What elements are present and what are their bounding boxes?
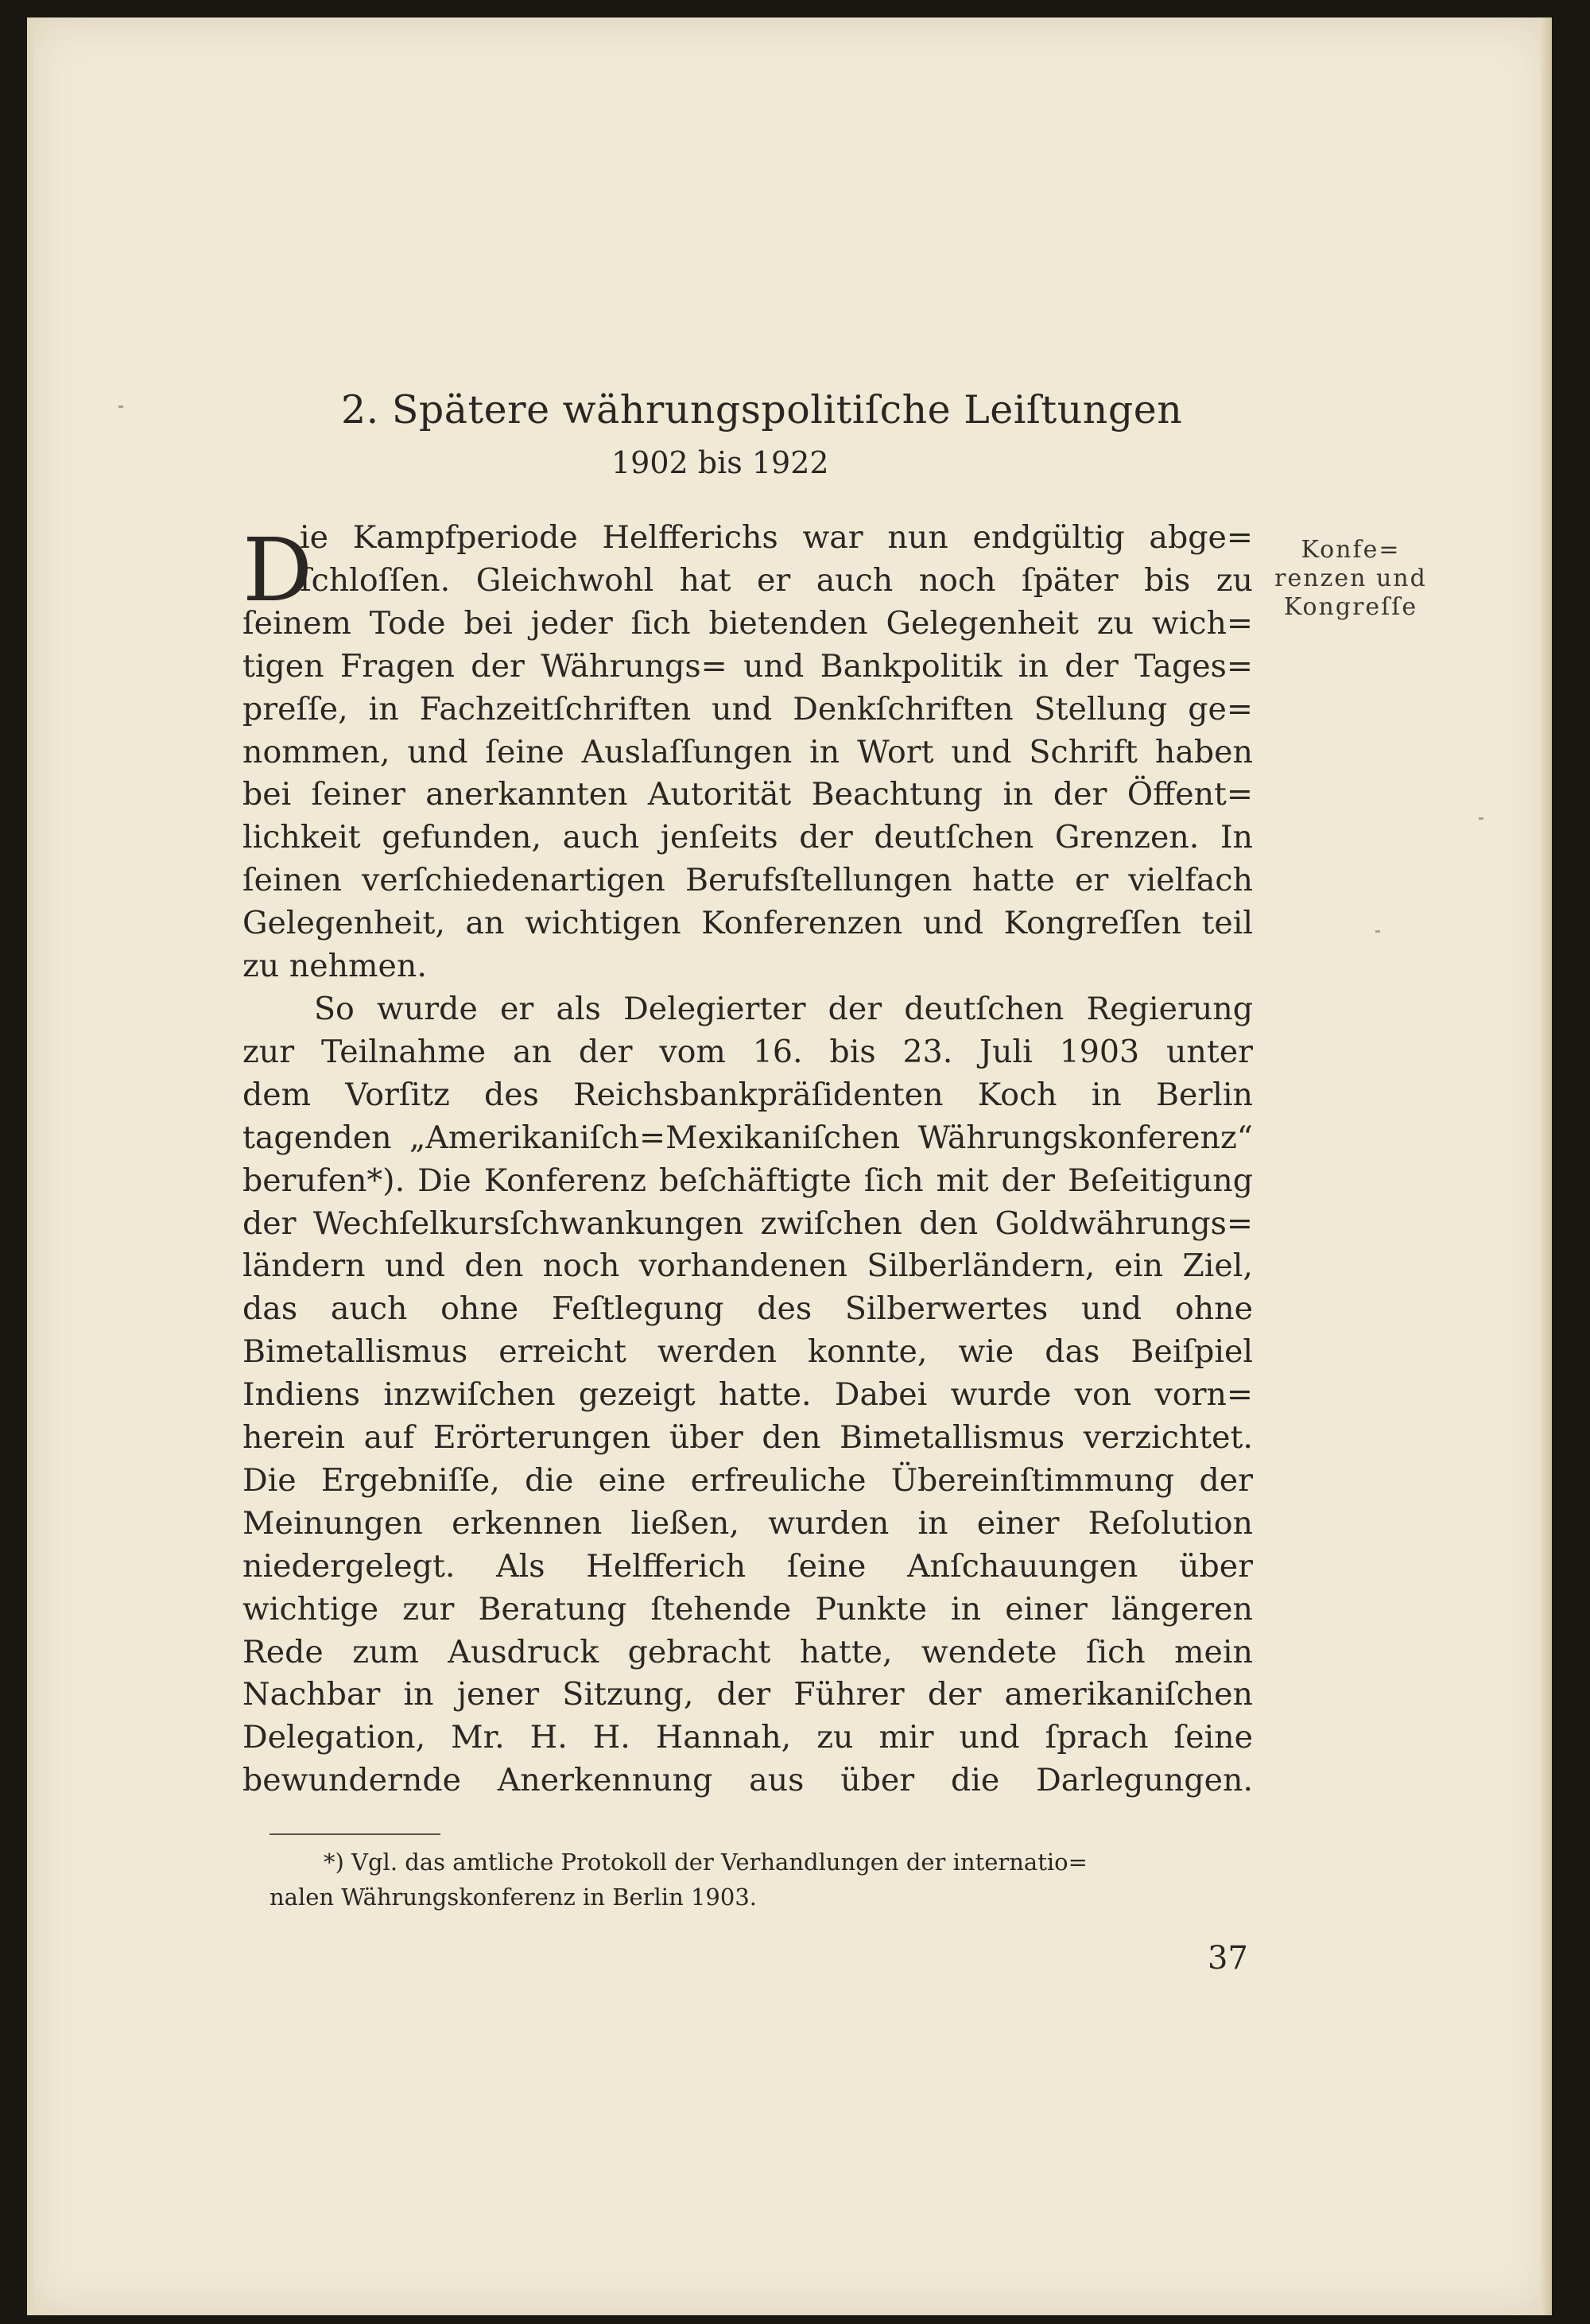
text-line: lichkeit gefunden, auch jenſeits der deutſchen Grenzen. In: [242, 819, 1253, 856]
paper-speck: [1375, 930, 1380, 933]
margin-note: [1263, 536, 1438, 622]
text-line: ländern und den noch vorhandenen Silberländern, ein Ziel,: [242, 1247, 1253, 1285]
text-line: ie Kampfperiode Helfferichs war nun endgültig abge=: [300, 519, 1253, 556]
footnote-rule: [270, 1833, 440, 1835]
text-line: So wurde er als Delegierter der deutſchen Regierung: [314, 990, 1253, 1027]
text-line: Die Ergebniſſe, die eine erfreuliche Übereinſtimmung der: [242, 1461, 1253, 1499]
text-line: Rede zum Ausdruck gebracht hatte, wendete ſich mein: [242, 1633, 1253, 1670]
text-line: bewundernde Anerkennung aus über die Darlegungen.: [242, 1762, 1253, 1799]
text-line: dem Vorſitz des Reichsbankpräſidenten Koch in Berlin: [242, 1076, 1253, 1113]
margin-note-line: Kongreſſe: [1283, 593, 1418, 621]
text-line: ſeinen verſchiedenartigen Berufsſtellungen hatte er vielfach: [242, 862, 1253, 899]
paper-speck: [1479, 817, 1483, 820]
text-line: wichtige zur Beratung ſtehende Punkte in einer längeren: [242, 1590, 1253, 1628]
text-line: ſchloſſen. Gleichwohl hat er auch noch ſpäter bis zu: [300, 561, 1253, 599]
text-line: preſſe, in Fachzeitſchriften und Denkſchriften Stellung ge=: [242, 690, 1253, 727]
margin-note-line: renzen und: [1274, 565, 1427, 592]
paper-speck: [118, 405, 123, 408]
footnote: [270, 1845, 1271, 1915]
text-line: herein auf Erörterungen über den Bimetallismus verzichtet.: [242, 1419, 1253, 1457]
book-page: [27, 17, 1552, 2315]
text-line: zur Teilnahme an der vom 16. bis 23. Juli 1903 unter: [242, 1033, 1253, 1070]
text-line: nommen, und ſeine Auslaſſungen in Wort und Schrift haben: [242, 733, 1253, 770]
text-line: Nachbar in jener Sitzung, der Führer der amerikaniſchen: [242, 1676, 1253, 1713]
drop-cap: D: [242, 519, 313, 621]
text-line: der Wechſelkursſchwankungen zwiſchen den Goldwährungs=: [242, 1205, 1253, 1242]
chapter-years: 1902 bis 1922: [611, 445, 829, 480]
margin-note-line: Konfe=: [1301, 536, 1401, 564]
paragraph-1: [242, 517, 1253, 988]
body-text: [242, 517, 1253, 1802]
text-line: tigen Fragen der Währungs= und Bankpolitik in der Tages=: [242, 647, 1253, 685]
page-number: 37: [1208, 1940, 1248, 1977]
footnote-line: *) Vgl. das amtliche Protokoll der Verhandlungen der internatio=: [324, 1849, 1088, 1876]
text-line: zu nehmen.: [242, 948, 427, 985]
text-line: niedergelegt. Als Helfferich ſeine Anſchauungen über: [242, 1547, 1253, 1585]
text-line: das auch ohne Feſtlegung des Silberwertes und ohne: [242, 1290, 1253, 1328]
text-line: bei ſeiner anerkannten Autorität Beachtung in der Öffent=: [242, 776, 1253, 813]
footnote-line: nalen Währungskonferenz in Berlin 1903.: [270, 1884, 757, 1911]
text-line: Meinungen erkennen ließen, wurden in einer Reſolution: [242, 1504, 1253, 1542]
paragraph-2: [242, 988, 1253, 1802]
text-line: Gelegenheit, an wichtigen Konferenzen und Kongreſſen teil: [242, 905, 1253, 942]
text-line: Indiens inzwiſchen gezeigt hatte. Dabei wurde von vorn=: [242, 1376, 1253, 1414]
text-line: Bimetallismus erreicht werden konnte, wie das Beiſpiel: [242, 1333, 1253, 1371]
page-edge: [1541, 17, 1552, 2315]
text-line: berufen*). Die Konferenz beſchäftigte ſich mit der Beſeitigung: [242, 1162, 1253, 1199]
page-gutter: [27, 17, 33, 2315]
text-line: ſeinem Tode bei jeder ſich bietenden Gelegenheit zu wich=: [242, 604, 1253, 642]
text-line: tagenden „Amerikaniſch=Mexikaniſchen Währungskonferenz“: [242, 1119, 1253, 1156]
text-line: Delegation, Mr. H. H. Hannah, zu mir und ſprach ſeine: [242, 1719, 1253, 1756]
chapter-title: 2. Spätere währungspolitiſche Leiſtungen: [341, 387, 1183, 433]
